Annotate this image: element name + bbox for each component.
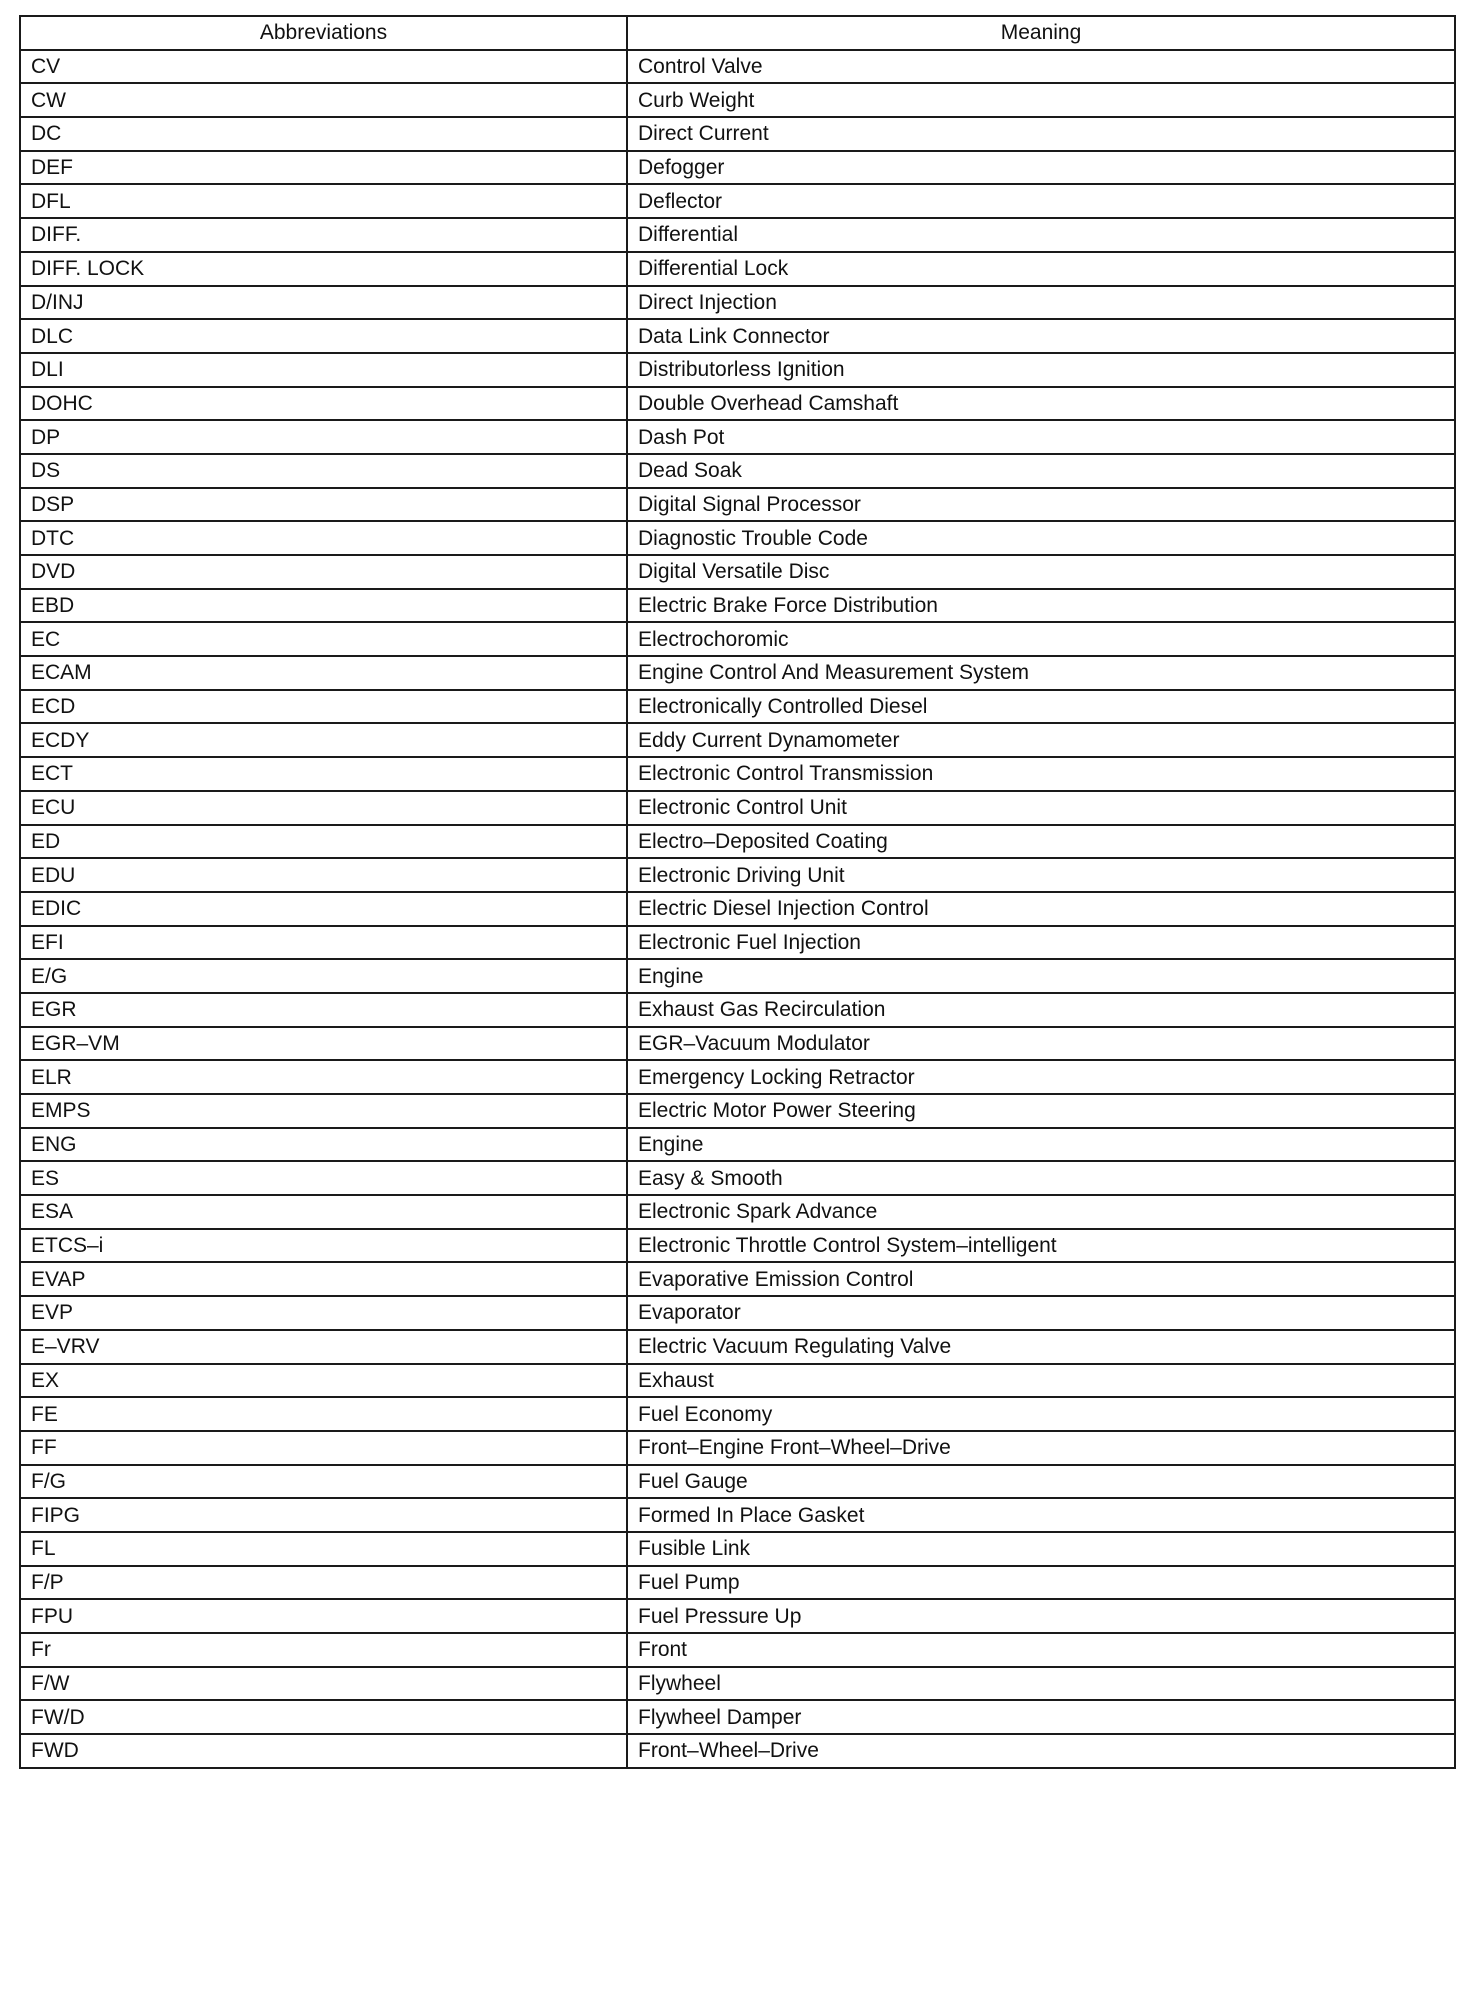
meaning-cell: Fuel Gauge <box>627 1465 1455 1499</box>
table-row <box>20 993 1455 1027</box>
table-row <box>20 1599 1455 1633</box>
abbreviation-cell: DLC <box>20 319 627 353</box>
table-row <box>20 690 1455 724</box>
table-row <box>20 252 1455 286</box>
abbreviation-cell: FW/D <box>20 1700 627 1734</box>
table-row <box>20 723 1455 757</box>
abbreviation-cell: F/G <box>20 1465 627 1499</box>
abbreviation-cell: EFI <box>20 926 627 960</box>
column-header-meaning: Meaning <box>627 16 1455 50</box>
table-row <box>20 521 1455 555</box>
abbreviation-cell: FIPG <box>20 1498 627 1532</box>
table-row <box>20 1094 1455 1128</box>
abbreviation-cell: EX <box>20 1364 627 1398</box>
abbreviation-cell: DEF <box>20 151 627 185</box>
meaning-cell: Electric Motor Power Steering <box>627 1094 1455 1128</box>
table-row <box>20 184 1455 218</box>
abbreviation-cell: ECDY <box>20 723 627 757</box>
abbreviation-cell: FL <box>20 1532 627 1566</box>
abbreviation-cell: DSP <box>20 488 627 522</box>
meaning-cell: Exhaust Gas Recirculation <box>627 993 1455 1027</box>
abbreviation-cell: EDU <box>20 858 627 892</box>
meaning-cell: Electric Brake Force Distribution <box>627 589 1455 623</box>
table-row <box>20 117 1455 151</box>
abbreviation-cell: D/INJ <box>20 286 627 320</box>
table-row <box>20 1431 1455 1465</box>
table-row <box>20 589 1455 623</box>
meaning-cell: Distributorless Ignition <box>627 353 1455 387</box>
abbreviation-cell: EDIC <box>20 892 627 926</box>
table-row <box>20 1566 1455 1600</box>
meaning-cell: Electronically Controlled Diesel <box>627 690 1455 724</box>
meaning-cell: Control Valve <box>627 50 1455 84</box>
table-row <box>20 757 1455 791</box>
meaning-cell: Evaporator <box>627 1296 1455 1330</box>
table-row <box>20 1532 1455 1566</box>
table-row <box>20 454 1455 488</box>
table-row <box>20 1027 1455 1061</box>
abbreviation-cell: CV <box>20 50 627 84</box>
abbreviation-cell: ECD <box>20 690 627 724</box>
abbreviation-cell: ESA <box>20 1195 627 1229</box>
meaning-cell: Defogger <box>627 151 1455 185</box>
meaning-cell: Electronic Control Transmission <box>627 757 1455 791</box>
meaning-cell: Electronic Throttle Control System–intelligent <box>627 1229 1455 1263</box>
abbreviation-cell: ENG <box>20 1128 627 1162</box>
abbreviation-cell: DTC <box>20 521 627 555</box>
abbreviation-cell: EGR–VM <box>20 1027 627 1061</box>
meaning-cell: Front <box>627 1633 1455 1667</box>
column-header-abbreviations: Abbreviations <box>20 16 627 50</box>
abbreviation-cell: DLI <box>20 353 627 387</box>
abbreviations-table <box>19 15 1456 1769</box>
meaning-cell: Exhaust <box>627 1364 1455 1398</box>
table-row <box>20 622 1455 656</box>
abbreviation-cell: ECU <box>20 791 627 825</box>
meaning-cell: Differential <box>627 218 1455 252</box>
meaning-cell: Fusible Link <box>627 1532 1455 1566</box>
abbreviation-cell: ECT <box>20 757 627 791</box>
meaning-cell: Electrochoromic <box>627 622 1455 656</box>
table-row <box>20 892 1455 926</box>
table-row <box>20 1128 1455 1162</box>
abbreviation-cell: DVD <box>20 555 627 589</box>
table-row <box>20 1161 1455 1195</box>
abbreviation-cell: ETCS–i <box>20 1229 627 1263</box>
meaning-cell: Electric Vacuum Regulating Valve <box>627 1330 1455 1364</box>
table-body <box>20 50 1455 1768</box>
meaning-cell: Eddy Current Dynamometer <box>627 723 1455 757</box>
table-row <box>20 83 1455 117</box>
table-row <box>20 1229 1455 1263</box>
table-row <box>20 286 1455 320</box>
abbreviation-cell: ELR <box>20 1060 627 1094</box>
meaning-cell: Flywheel <box>627 1667 1455 1701</box>
meaning-cell: Deflector <box>627 184 1455 218</box>
abbreviation-cell: DOHC <box>20 387 627 421</box>
abbreviation-cell: ES <box>20 1161 627 1195</box>
abbreviation-cell: DIFF. <box>20 218 627 252</box>
table-row <box>20 1465 1455 1499</box>
meaning-cell: Electronic Control Unit <box>627 791 1455 825</box>
meaning-cell: Fuel Economy <box>627 1397 1455 1431</box>
abbreviation-cell: F/W <box>20 1667 627 1701</box>
meaning-cell: Engine <box>627 1128 1455 1162</box>
meaning-cell: Digital Signal Processor <box>627 488 1455 522</box>
abbreviation-cell: EVP <box>20 1296 627 1330</box>
meaning-cell: Fuel Pressure Up <box>627 1599 1455 1633</box>
abbreviation-cell: FF <box>20 1431 627 1465</box>
table-header-row <box>20 16 1455 50</box>
meaning-cell: Electronic Driving Unit <box>627 858 1455 892</box>
table-row <box>20 218 1455 252</box>
table-row <box>20 1734 1455 1768</box>
meaning-cell: Electric Diesel Injection Control <box>627 892 1455 926</box>
abbreviation-cell: DFL <box>20 184 627 218</box>
meaning-cell: Direct Injection <box>627 286 1455 320</box>
table-row <box>20 151 1455 185</box>
meaning-cell: Digital Versatile Disc <box>627 555 1455 589</box>
table-row <box>20 1667 1455 1701</box>
meaning-cell: Differential Lock <box>627 252 1455 286</box>
table-row <box>20 488 1455 522</box>
meaning-cell: Emergency Locking Retractor <box>627 1060 1455 1094</box>
abbreviation-cell: F/P <box>20 1566 627 1600</box>
meaning-cell: Engine <box>627 959 1455 993</box>
abbreviation-cell: EC <box>20 622 627 656</box>
meaning-cell: Fuel Pump <box>627 1566 1455 1600</box>
table-row <box>20 420 1455 454</box>
abbreviation-cell: ECAM <box>20 656 627 690</box>
meaning-cell: Formed In Place Gasket <box>627 1498 1455 1532</box>
meaning-cell: Easy & Smooth <box>627 1161 1455 1195</box>
meaning-cell: Data Link Connector <box>627 319 1455 353</box>
abbreviation-cell: E/G <box>20 959 627 993</box>
table-row <box>20 791 1455 825</box>
table-row <box>20 926 1455 960</box>
table-row <box>20 858 1455 892</box>
abbreviation-cell: Fr <box>20 1633 627 1667</box>
table-row <box>20 1296 1455 1330</box>
abbreviation-cell: ED <box>20 825 627 859</box>
meaning-cell: Front–Engine Front–Wheel–Drive <box>627 1431 1455 1465</box>
abbreviation-cell: CW <box>20 83 627 117</box>
meaning-cell: EGR–Vacuum Modulator <box>627 1027 1455 1061</box>
meaning-cell: Dash Pot <box>627 420 1455 454</box>
table-row <box>20 555 1455 589</box>
meaning-cell: Curb Weight <box>627 83 1455 117</box>
abbreviation-cell: FE <box>20 1397 627 1431</box>
abbreviation-cell: EGR <box>20 993 627 1027</box>
table-row <box>20 387 1455 421</box>
abbreviation-cell: DIFF. LOCK <box>20 252 627 286</box>
abbreviation-cell: FPU <box>20 1599 627 1633</box>
table-row <box>20 656 1455 690</box>
table-row <box>20 1195 1455 1229</box>
abbreviation-cell: DS <box>20 454 627 488</box>
abbreviation-cell: FWD <box>20 1734 627 1768</box>
abbreviation-cell: DP <box>20 420 627 454</box>
table-row <box>20 1060 1455 1094</box>
meaning-cell: Dead Soak <box>627 454 1455 488</box>
table-row <box>20 825 1455 859</box>
table-row <box>20 319 1455 353</box>
table-row <box>20 1633 1455 1667</box>
abbreviation-cell: EVAP <box>20 1262 627 1296</box>
meaning-cell: Engine Control And Measurement System <box>627 656 1455 690</box>
table-row <box>20 1262 1455 1296</box>
table-row <box>20 959 1455 993</box>
meaning-cell: Electronic Fuel Injection <box>627 926 1455 960</box>
abbreviation-cell: EBD <box>20 589 627 623</box>
meaning-cell: Direct Current <box>627 117 1455 151</box>
table-row <box>20 50 1455 84</box>
meaning-cell: Front–Wheel–Drive <box>627 1734 1455 1768</box>
table-row <box>20 1397 1455 1431</box>
meaning-cell: Flywheel Damper <box>627 1700 1455 1734</box>
meaning-cell: Electronic Spark Advance <box>627 1195 1455 1229</box>
abbreviation-cell: EMPS <box>20 1094 627 1128</box>
meaning-cell: Double Overhead Camshaft <box>627 387 1455 421</box>
meaning-cell: Electro–Deposited Coating <box>627 825 1455 859</box>
abbreviation-cell: E–VRV <box>20 1330 627 1364</box>
table-row <box>20 1498 1455 1532</box>
table-row <box>20 1330 1455 1364</box>
meaning-cell: Evaporative Emission Control <box>627 1262 1455 1296</box>
table-row <box>20 353 1455 387</box>
abbreviation-cell: DC <box>20 117 627 151</box>
table-row <box>20 1700 1455 1734</box>
table-row <box>20 1364 1455 1398</box>
meaning-cell: Diagnostic Trouble Code <box>627 521 1455 555</box>
